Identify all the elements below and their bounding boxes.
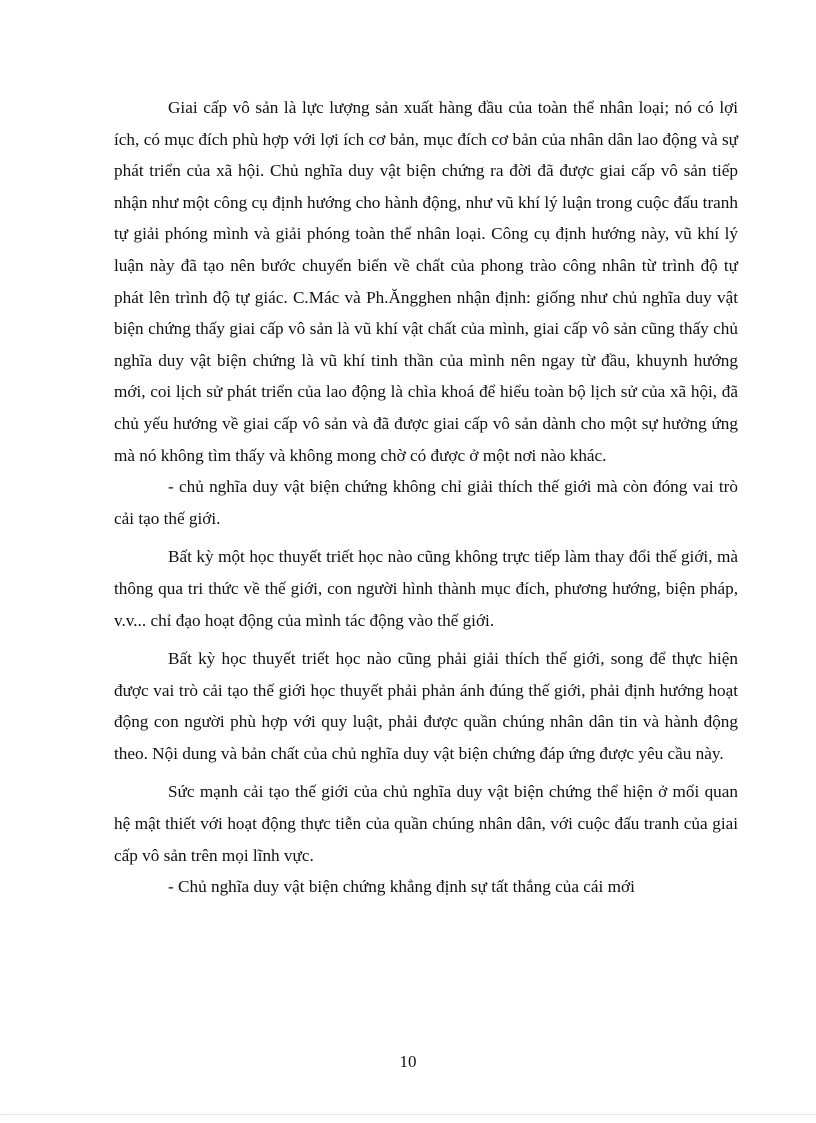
paragraph-proletariat-role: Giai cấp vô sản là lực lượng sản xuất hàng đầu của toàn thể nhân loại; nó có lợi ích, có mục đích phù hợp với lợi ích cơ bản, mục đích cơ bản của nhân dân lao động và sự phát triển của xã hội. Chủ nghĩa duy vật biện chứng ra đời đã được giai cấp vô sản tiếp nhận như một công cụ định hướng cho hành động, như vũ khí lý luận trong cuộc đấu tranh tự giải phóng mình và giải phóng toàn thể nhân loại. Công cụ định hướng này, vũ khí lý luận này đã tạo nên bước chuyển biến về chất của phong trào công nhân từ trình độ tự phát lên trình độ tự giác. C.Mác và Ph.Ăngghen nhận định: giống như chủ nghĩa duy vật biện chứng thấy giai cấp vô sản là vũ khí vật chất của mình, giai cấp vô sản cũng thấy chủ nghĩa duy vật biện chứng là vũ khí tinh thần của mình nên ngay từ đầu, khuynh hướng mới, coi lịch sử phát triển của lao động là chìa khoá để hiểu toàn bộ lịch sử của xã hội, đã chủ yếu hướng về giai cấp vô sản và đã được giai cấp vô sản dành cho một sự hưởng ứng mà nó không tìm thấy và không mong chờ có được ở một nơi nào khác. (114, 98, 738, 465)
page-bottom-divider (0, 1114, 816, 1115)
document-body (114, 92, 738, 903)
paragraph-philosophy-no-direct-change: Bất kỳ một học thuyết triết học nào cũng không trực tiếp làm thay đổi thế giới, mà thông qua tri thức về thế giới, con người hình thành mục đích, phương hướng, biện pháp, v.v... chỉ đạo hoạt động của mình tác động vào thế giới. (114, 547, 738, 630)
page-number: 10 (399, 1052, 417, 1071)
paragraph-new-wins-heading: - Chủ nghĩa duy vật biện chứng khẳng định sự tất thắng của cái mới (168, 877, 635, 897)
paragraph-transform-power: Sức mạnh cải tạo thế giới của chủ nghĩa duy vật biện chứng thể hiện ở mối quan hệ mật thiết với hoạt động thực tiễn của quần chúng nhân dân, với cuộc đấu tranh của giai cấp vô sản trên mọi lĩnh vực. (114, 782, 738, 865)
paragraph-transform-world-heading: - chủ nghĩa duy vật biện chứng không chỉ giải thích thế giới mà còn đóng vai trò cải tạo thế giới. (114, 477, 738, 528)
paragraph-explain-world: Bất kỳ học thuyết triết học nào cũng phải giải thích thế giới, song để thực hiện được vai trò cải tạo thế giới học thuyết phải phản ánh đúng thế giới, phải định hướng hoạt động con người phù hợp với quy luật, phải được quần chúng nhân dân tin và hành động theo. Nội dung và bản chất của chủ nghĩa duy vật biện chứng đáp ứng được yêu cầu này. (114, 649, 738, 763)
